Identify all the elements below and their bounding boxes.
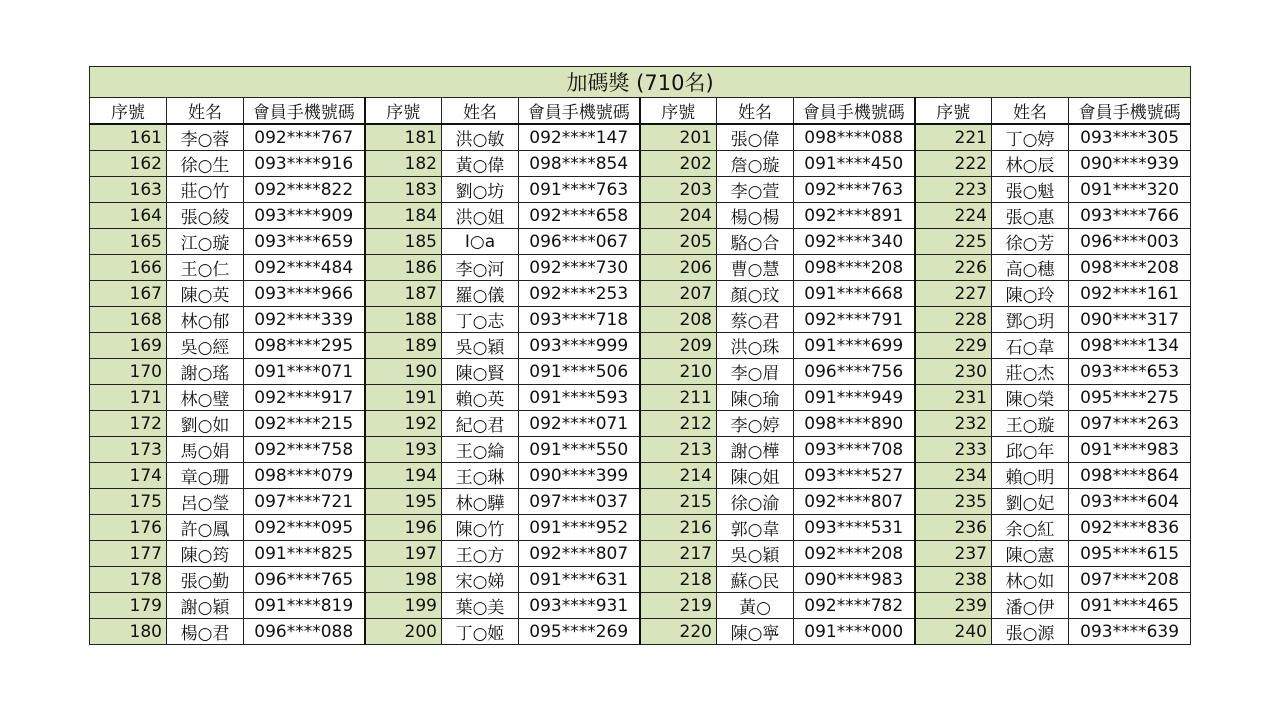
name-cell: 詹○璇 [717,151,794,177]
serial-cell: 167 [90,281,167,307]
name-cell: 余○紅 [992,515,1069,541]
table-row [90,203,1191,229]
phone-cell: 096****765 [244,567,365,593]
serial-cell: 222 [915,151,992,177]
phone-cell: 092****822 [244,177,365,203]
serial-cell: 180 [90,619,167,645]
phone-cell: 090****317 [1069,307,1191,333]
header-serial: 序號 [365,98,442,125]
phone-cell: 090****399 [519,463,640,489]
name-cell: 徐○生 [167,151,244,177]
phone-cell: 096****088 [244,619,365,645]
name-cell: 陳○筠 [167,541,244,567]
table-row [90,177,1191,203]
table-row [90,567,1191,593]
name-cell: I○a [442,229,519,255]
name-cell: 鄧○玥 [992,307,1069,333]
header-phone: 會員手機號碼 [519,98,640,125]
name-cell: 張○惠 [992,203,1069,229]
phone-cell: 091****450 [794,151,915,177]
header-serial: 序號 [640,98,717,125]
phone-cell: 092****484 [244,255,365,281]
name-cell: 馬○娟 [167,437,244,463]
name-cell: 徐○芳 [992,229,1069,255]
serial-cell: 196 [365,515,442,541]
phone-cell: 092****782 [794,593,915,619]
phone-cell: 093****916 [244,151,365,177]
phone-cell: 091****819 [244,593,365,619]
phone-cell: 092****215 [244,411,365,437]
name-cell: 羅○儀 [442,281,519,307]
name-cell: 吳○穎 [442,333,519,359]
name-cell: 宋○娣 [442,567,519,593]
serial-cell: 190 [365,359,442,385]
winners-table [89,66,1191,645]
serial-cell: 199 [365,593,442,619]
phone-cell: 093****653 [1069,359,1191,385]
name-cell: 章○珊 [167,463,244,489]
phone-cell: 091****631 [519,567,640,593]
serial-cell: 204 [640,203,717,229]
name-cell: 王○方 [442,541,519,567]
phone-cell: 098****295 [244,333,365,359]
serial-cell: 234 [915,463,992,489]
phone-cell: 091****825 [244,541,365,567]
serial-cell: 166 [90,255,167,281]
name-cell: 陳○憲 [992,541,1069,567]
serial-cell: 193 [365,437,442,463]
name-cell: 李○河 [442,255,519,281]
serial-cell: 173 [90,437,167,463]
name-cell: 陳○瑜 [717,385,794,411]
serial-cell: 185 [365,229,442,255]
name-cell: 謝○瑤 [167,359,244,385]
phone-cell: 091****952 [519,515,640,541]
serial-cell: 205 [640,229,717,255]
serial-cell: 232 [915,411,992,437]
phone-cell: 093****999 [519,333,640,359]
serial-cell: 237 [915,541,992,567]
phone-cell: 098****079 [244,463,365,489]
phone-cell: 092****095 [244,515,365,541]
phone-cell: 096****003 [1069,229,1191,255]
name-cell: 劉○妃 [992,489,1069,515]
serial-cell: 223 [915,177,992,203]
name-cell: 王○璇 [992,411,1069,437]
serial-cell: 215 [640,489,717,515]
serial-cell: 239 [915,593,992,619]
serial-cell: 210 [640,359,717,385]
phone-cell: 098****088 [794,124,915,151]
serial-cell: 228 [915,307,992,333]
phone-cell: 091****763 [519,177,640,203]
table-row [90,151,1191,177]
table-row [90,255,1191,281]
header-name: 姓名 [992,98,1069,125]
phone-cell: 091****550 [519,437,640,463]
phone-cell: 092****807 [519,541,640,567]
name-cell: 江○璇 [167,229,244,255]
name-cell: 許○鳳 [167,515,244,541]
phone-cell: 092****836 [1069,515,1191,541]
phone-cell: 091****506 [519,359,640,385]
phone-cell: 092****253 [519,281,640,307]
name-cell: 李○眉 [717,359,794,385]
phone-cell: 092****339 [244,307,365,333]
name-cell: 駱○合 [717,229,794,255]
phone-cell: 091****983 [1069,437,1191,463]
name-cell: 洪○珠 [717,333,794,359]
phone-cell: 092****917 [244,385,365,411]
header-name: 姓名 [167,98,244,125]
phone-cell: 098****208 [1069,255,1191,281]
serial-cell: 218 [640,567,717,593]
name-cell: 林○如 [992,567,1069,593]
name-cell: 張○偉 [717,124,794,151]
name-cell: 謝○樺 [717,437,794,463]
table-title: 加碼獎 (710名) [90,67,1191,98]
header-row [90,98,1191,125]
phone-cell: 093****718 [519,307,640,333]
name-cell: 吳○穎 [717,541,794,567]
phone-cell: 092****763 [794,177,915,203]
name-cell: 陳○玲 [992,281,1069,307]
name-cell: 賴○明 [992,463,1069,489]
name-cell: 李○蓉 [167,124,244,151]
serial-cell: 197 [365,541,442,567]
name-cell: 賴○英 [442,385,519,411]
table-row [90,593,1191,619]
table-row [90,489,1191,515]
serial-cell: 207 [640,281,717,307]
serial-cell: 238 [915,567,992,593]
name-cell: 葉○美 [442,593,519,619]
name-cell: 林○驊 [442,489,519,515]
phone-cell: 092****767 [244,124,365,151]
serial-cell: 224 [915,203,992,229]
winners-body [90,124,1191,645]
serial-cell: 187 [365,281,442,307]
serial-cell: 213 [640,437,717,463]
table-row [90,307,1191,333]
phone-cell: 092****791 [794,307,915,333]
serial-cell: 214 [640,463,717,489]
title-row [90,67,1191,98]
name-cell: 丁○姬 [442,619,519,645]
phone-cell: 093****966 [244,281,365,307]
name-cell: 莊○杰 [992,359,1069,385]
serial-cell: 226 [915,255,992,281]
name-cell: 陳○英 [167,281,244,307]
name-cell: 高○穗 [992,255,1069,281]
phone-cell: 092****758 [244,437,365,463]
name-cell: 洪○敏 [442,124,519,151]
name-cell: 謝○穎 [167,593,244,619]
phone-cell: 095****269 [519,619,640,645]
serial-cell: 189 [365,333,442,359]
serial-cell: 198 [365,567,442,593]
name-cell: 曹○慧 [717,255,794,281]
name-cell: 林○璧 [167,385,244,411]
phone-cell: 092****208 [794,541,915,567]
table-row [90,541,1191,567]
serial-cell: 184 [365,203,442,229]
serial-cell: 162 [90,151,167,177]
name-cell: 蔡○君 [717,307,794,333]
name-cell: 張○綾 [167,203,244,229]
name-cell: 林○辰 [992,151,1069,177]
phone-cell: 092****891 [794,203,915,229]
name-cell: 王○綸 [442,437,519,463]
phone-cell: 091****593 [519,385,640,411]
phone-cell: 093****909 [244,203,365,229]
phone-cell: 093****766 [1069,203,1191,229]
serial-cell: 172 [90,411,167,437]
serial-cell: 179 [90,593,167,619]
table-row [90,229,1191,255]
serial-cell: 171 [90,385,167,411]
phone-cell: 092****340 [794,229,915,255]
name-cell: 蘇○民 [717,567,794,593]
serial-cell: 183 [365,177,442,203]
phone-cell: 093****527 [794,463,915,489]
table-row [90,124,1191,151]
phone-cell: 093****604 [1069,489,1191,515]
phone-cell: 097****721 [244,489,365,515]
name-cell: 邱○年 [992,437,1069,463]
phone-cell: 091****320 [1069,177,1191,203]
name-cell: 楊○楊 [717,203,794,229]
name-cell: 陳○姐 [717,463,794,489]
serial-cell: 236 [915,515,992,541]
serial-cell: 221 [915,124,992,151]
phone-cell: 090****983 [794,567,915,593]
phone-cell: 092****147 [519,124,640,151]
name-cell: 李○萱 [717,177,794,203]
serial-cell: 220 [640,619,717,645]
name-cell: 石○韋 [992,333,1069,359]
phone-cell: 096****067 [519,229,640,255]
phone-cell: 092****658 [519,203,640,229]
phone-cell: 098****134 [1069,333,1191,359]
serial-cell: 209 [640,333,717,359]
serial-cell: 203 [640,177,717,203]
serial-cell: 178 [90,567,167,593]
name-cell: 劉○坊 [442,177,519,203]
phone-cell: 092****161 [1069,281,1191,307]
name-cell: 王○琳 [442,463,519,489]
phone-cell: 092****807 [794,489,915,515]
header-phone: 會員手機號碼 [244,98,365,125]
name-cell: 李○婷 [717,411,794,437]
serial-cell: 177 [90,541,167,567]
table-row [90,411,1191,437]
serial-cell: 182 [365,151,442,177]
serial-cell: 194 [365,463,442,489]
name-cell: 王○仁 [167,255,244,281]
phone-cell: 091****465 [1069,593,1191,619]
name-cell: 張○魁 [992,177,1069,203]
phone-cell: 098****208 [794,255,915,281]
table-row [90,619,1191,645]
serial-cell: 202 [640,151,717,177]
phone-cell: 093****531 [794,515,915,541]
phone-cell: 091****000 [794,619,915,645]
header-serial: 序號 [915,98,992,125]
serial-cell: 192 [365,411,442,437]
serial-cell: 211 [640,385,717,411]
phone-cell: 097****263 [1069,411,1191,437]
phone-cell: 097****208 [1069,567,1191,593]
phone-cell: 098****864 [1069,463,1191,489]
name-cell: 丁○志 [442,307,519,333]
phone-cell: 093****639 [1069,619,1191,645]
name-cell: 莊○竹 [167,177,244,203]
name-cell: 丁○婷 [992,124,1069,151]
serial-cell: 225 [915,229,992,255]
serial-cell: 186 [365,255,442,281]
name-cell: 吳○經 [167,333,244,359]
name-cell: 潘○伊 [992,593,1069,619]
serial-cell: 168 [90,307,167,333]
phone-cell: 095****615 [1069,541,1191,567]
name-cell: 劉○如 [167,411,244,437]
phone-cell: 095****275 [1069,385,1191,411]
serial-cell: 188 [365,307,442,333]
phone-cell: 093****305 [1069,124,1191,151]
name-cell: 呂○瑩 [167,489,244,515]
phone-cell: 096****756 [794,359,915,385]
serial-cell: 176 [90,515,167,541]
name-cell: 黃○ [717,593,794,619]
serial-cell: 235 [915,489,992,515]
serial-cell: 175 [90,489,167,515]
serial-cell: 231 [915,385,992,411]
serial-cell: 212 [640,411,717,437]
table-row [90,385,1191,411]
phone-cell: 098****890 [794,411,915,437]
serial-cell: 163 [90,177,167,203]
name-cell: 陳○賢 [442,359,519,385]
name-cell: 張○勤 [167,567,244,593]
name-cell: 林○郁 [167,307,244,333]
serial-cell: 206 [640,255,717,281]
name-cell: 陳○寧 [717,619,794,645]
serial-cell: 200 [365,619,442,645]
serial-cell: 227 [915,281,992,307]
header-name: 姓名 [717,98,794,125]
serial-cell: 164 [90,203,167,229]
phone-cell: 098****854 [519,151,640,177]
name-cell: 陳○竹 [442,515,519,541]
serial-cell: 181 [365,124,442,151]
table-row [90,359,1191,385]
serial-cell: 240 [915,619,992,645]
phone-cell: 092****730 [519,255,640,281]
table-row [90,281,1191,307]
name-cell: 紀○君 [442,411,519,437]
serial-cell: 208 [640,307,717,333]
name-cell: 顏○玟 [717,281,794,307]
phone-cell: 093****659 [244,229,365,255]
phone-cell: 090****939 [1069,151,1191,177]
phone-cell: 091****668 [794,281,915,307]
serial-cell: 169 [90,333,167,359]
table-row [90,515,1191,541]
phone-cell: 092****071 [519,411,640,437]
serial-cell: 165 [90,229,167,255]
serial-cell: 219 [640,593,717,619]
serial-cell: 230 [915,359,992,385]
header-serial: 序號 [90,98,167,125]
phone-cell: 091****699 [794,333,915,359]
name-cell: 徐○渝 [717,489,794,515]
serial-cell: 216 [640,515,717,541]
name-cell: 陳○榮 [992,385,1069,411]
name-cell: 張○源 [992,619,1069,645]
serial-cell: 191 [365,385,442,411]
phone-cell: 093****931 [519,593,640,619]
name-cell: 黃○偉 [442,151,519,177]
table-row [90,333,1191,359]
phone-cell: 097****037 [519,489,640,515]
header-phone: 會員手機號碼 [794,98,915,125]
table-row [90,437,1191,463]
name-cell: 楊○君 [167,619,244,645]
table-row [90,463,1191,489]
serial-cell: 233 [915,437,992,463]
header-phone: 會員手機號碼 [1069,98,1191,125]
serial-cell: 161 [90,124,167,151]
serial-cell: 195 [365,489,442,515]
phone-cell: 091****071 [244,359,365,385]
header-name: 姓名 [442,98,519,125]
phone-cell: 091****949 [794,385,915,411]
name-cell: 郭○韋 [717,515,794,541]
serial-cell: 229 [915,333,992,359]
serial-cell: 201 [640,124,717,151]
phone-cell: 093****708 [794,437,915,463]
serial-cell: 170 [90,359,167,385]
name-cell: 洪○姐 [442,203,519,229]
serial-cell: 217 [640,541,717,567]
serial-cell: 174 [90,463,167,489]
